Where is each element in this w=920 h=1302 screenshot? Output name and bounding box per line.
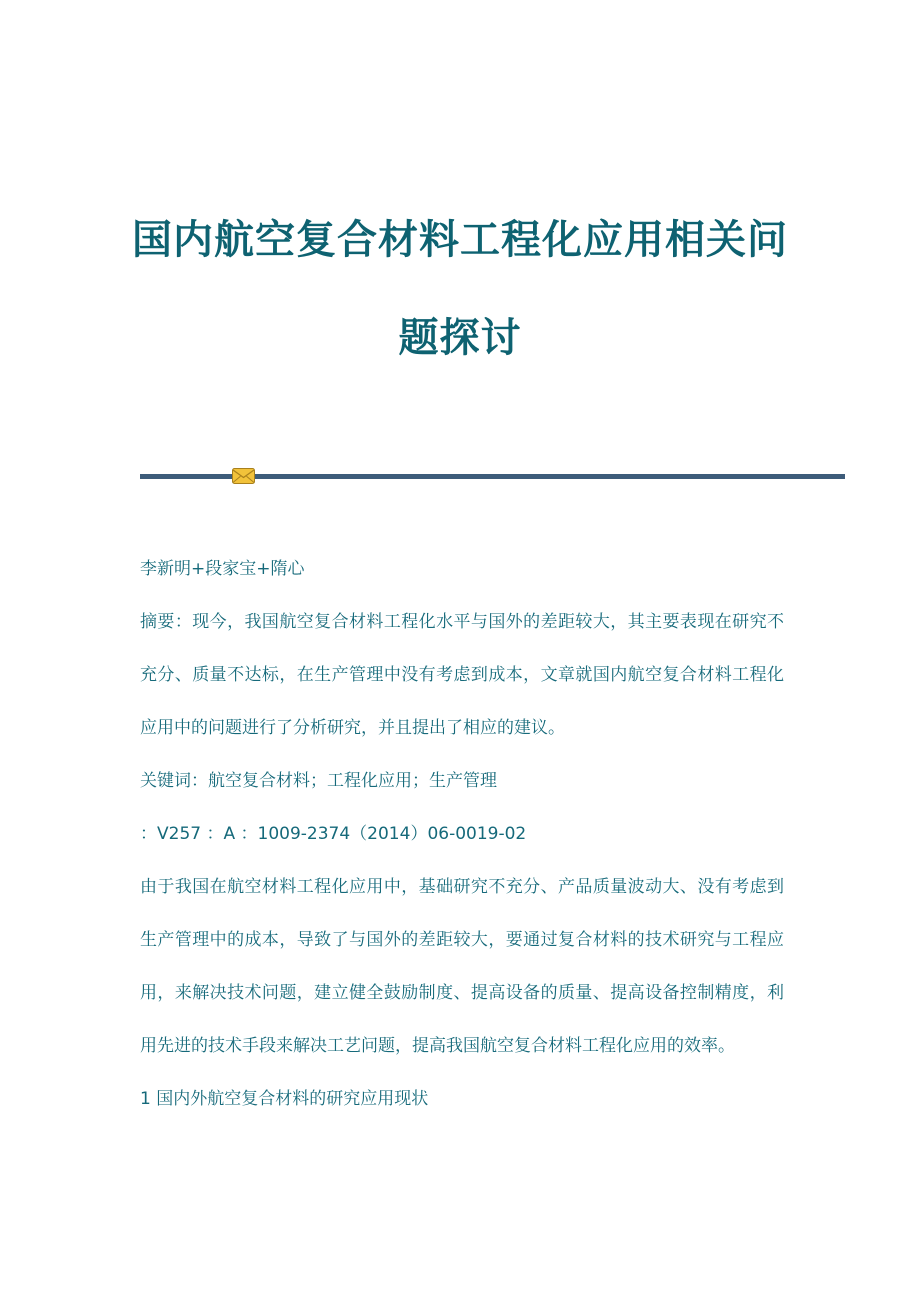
section-heading-1: 1 国内外航空复合材料的研究应用现状 (140, 1089, 429, 1109)
article-codes-line: ：V257 ：A ：1009-2374（2014）06-0019-02 (140, 824, 527, 844)
intro-paragraph: 由于我国在航空材料工程化应用中，基础研究不充分、产品质量波动大、没有考虑到生产管理中的成本，导致了与国外的差距较大，要通过复合材料的技术研究与工程应用，来解决技术问题，建立健全鼓励制度、提高设备的质量、提高设备控制精度，利用先进的技术手段来解决工艺问题，提高我国航空复合材料工程化应用的效率。 (140, 877, 784, 1056)
envelope-icon (232, 468, 255, 484)
document-body (140, 543, 784, 1126)
abstract-paragraph: 摘要：现今，我国航空复合材料工程化水平与国外的差距较大，其主要表现在研究不充分、质量不达标，在生产管理中没有考虑到成本，文章就国内航空复合材料工程化应用中的问题进行了分析研究，并且提出了相应的建议。 (140, 612, 784, 738)
title-divider (140, 474, 845, 479)
keywords-line: 关键词：航空复合材料；工程化应用；生产管理 (140, 771, 497, 791)
page-title: 国内航空复合材料工程化应用相关问题探讨 (132, 216, 788, 361)
author-line: 李新明+段家宝+隋心 (140, 559, 305, 579)
